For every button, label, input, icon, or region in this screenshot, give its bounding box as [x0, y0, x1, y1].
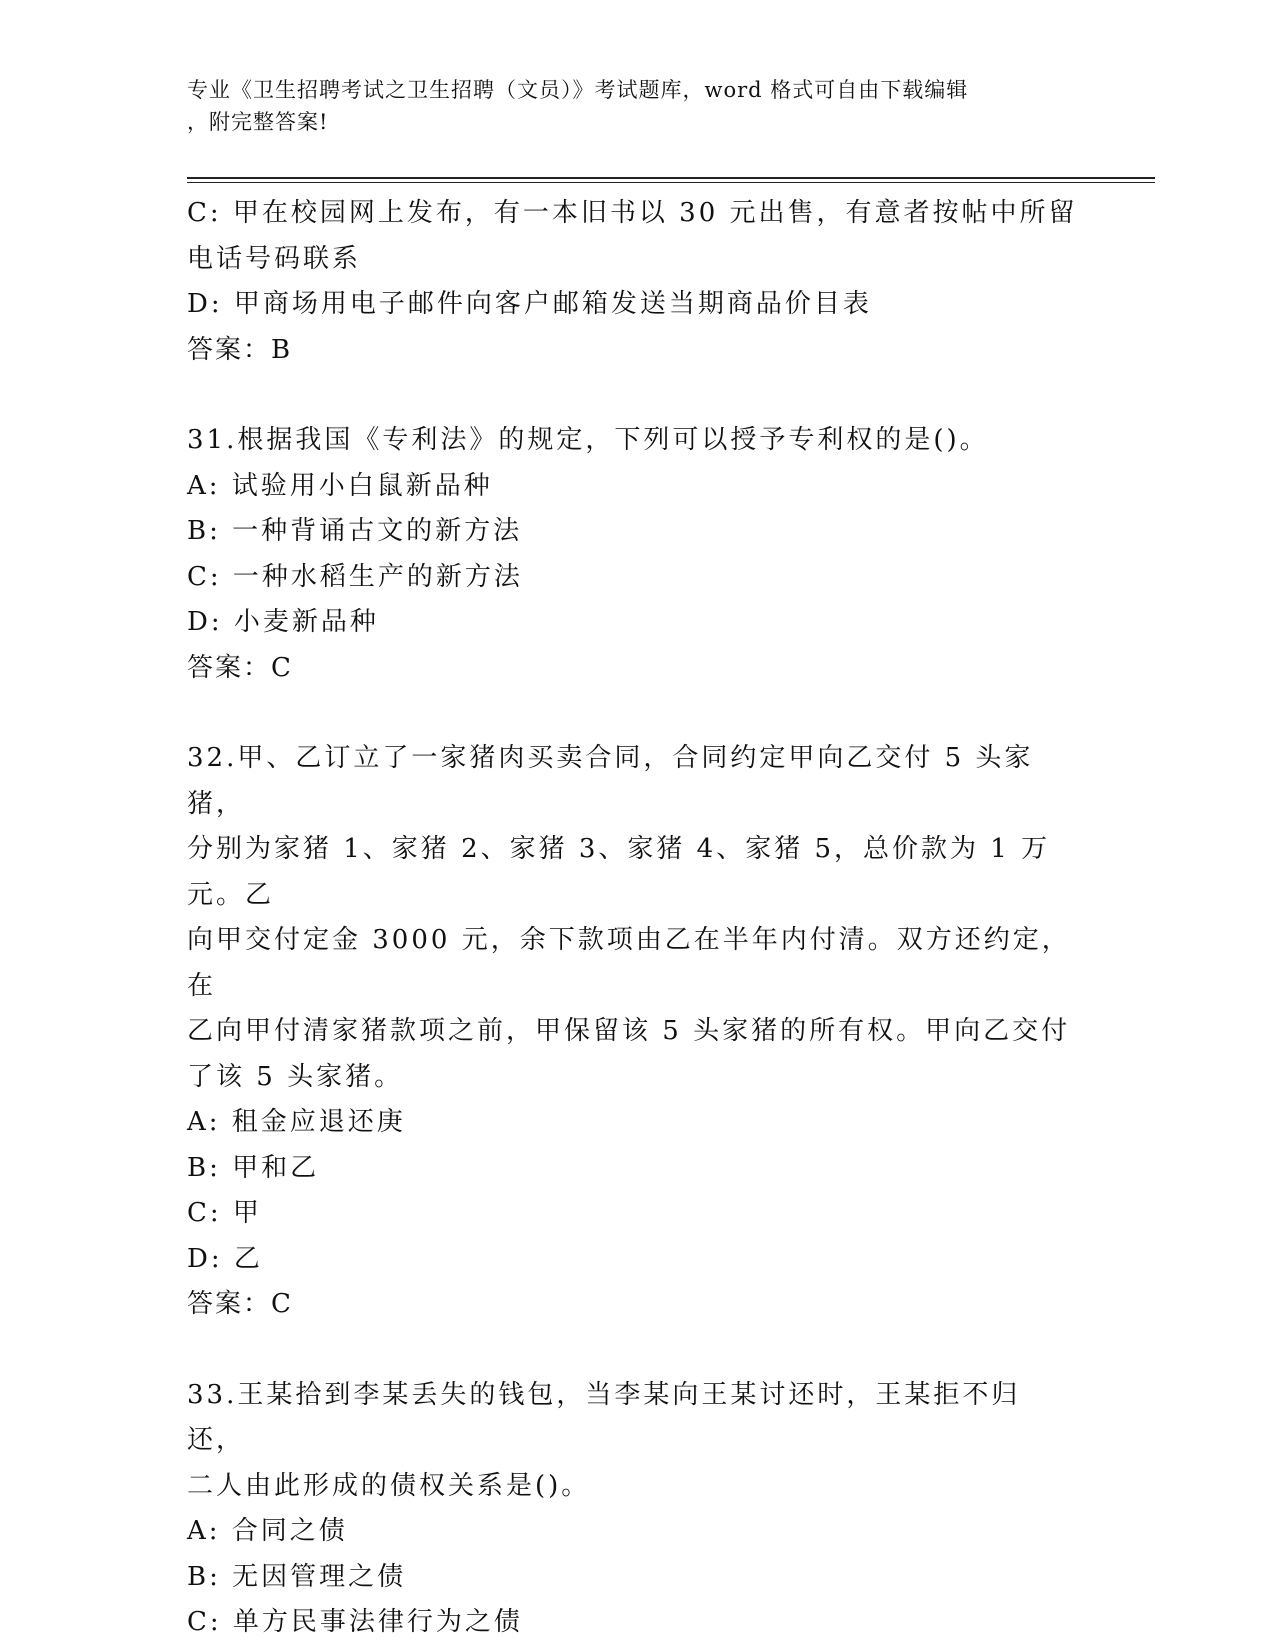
- question-stem-line: 了该 5 头家猪。: [187, 1061, 404, 1092]
- question-stem-line: 33.王某拾到李某丢失的钱包，当李某向王某讨还时，王某拒不归还，: [187, 1379, 1021, 1455]
- option-b: B: 甲和乙: [187, 1152, 320, 1183]
- option-b: B: 一种背诵古文的新方法: [187, 516, 523, 546]
- question-content: [187, 191, 1087, 1646]
- question-31: [187, 418, 1087, 691]
- question-stem-line: 32.甲、乙订立了一家猪肉买卖合同，合同约定甲向乙交付 5 头家猪，: [187, 743, 1034, 819]
- header-line-2: ，附完整答案!: [187, 110, 329, 134]
- question-stem-line: 二人由此形成的债权关系是()。: [187, 1470, 591, 1501]
- option-c: C: 甲在校园网上发布，有一本旧书以 30 元出售，有意者按帖中所留: [187, 198, 1078, 228]
- answer-line: 答案：B: [187, 334, 293, 365]
- question-32: [187, 736, 1087, 1328]
- question-stem: 31.根据我国《专利法》的规定，下列可以授予专利权的是()。: [187, 425, 989, 455]
- option-d: D: 小麦新品种: [187, 607, 379, 637]
- question-33: [187, 1373, 1087, 1646]
- document-header: [187, 74, 1087, 138]
- spacer: [187, 1328, 1087, 1373]
- option-c: C: 单方民事法律行为之债: [187, 1607, 523, 1637]
- option-c: C: 一种水稻生产的新方法: [187, 561, 523, 592]
- question-stem-line: 向甲交付定金 3000 元，余下款项由乙在半年内付清。双方还约定，在: [187, 925, 1071, 1001]
- spacer: [187, 373, 1087, 418]
- header-line-1: 专业《卫生招聘考试之卫生招聘（文员）》考试题库，word 格式可自由下载编辑: [187, 78, 969, 102]
- option-d: D: 乙: [187, 1243, 263, 1274]
- option-a: A: 租金应退还庚: [187, 1107, 406, 1137]
- previous-question-tail: [187, 191, 1087, 373]
- question-stem-line: 乙向甲付清家猪款项之前，甲保留该 5 头家猪的所有权。甲向乙交付: [187, 1016, 1071, 1046]
- answer-line: 答案：C: [187, 1289, 293, 1319]
- option-a: A: 试验用小白鼠新品种: [187, 470, 493, 501]
- answer-line: 答案：C: [187, 652, 293, 683]
- option-c-continued: 电话号码联系: [187, 243, 362, 274]
- spacer: [187, 691, 1087, 736]
- option-a: A: 合同之债: [187, 1516, 348, 1546]
- option-c: C: 甲: [187, 1198, 262, 1228]
- header-divider-thick: [187, 177, 1155, 179]
- header-divider-thin: [187, 182, 1155, 183]
- option-d: D: 甲商场用电子邮件向客户邮箱发送当期商品价目表: [187, 289, 872, 319]
- question-stem-line: 分别为家猪 1、家猪 2、家猪 3、家猪 4、家猪 5，总价款为 1 万元。乙: [187, 834, 1051, 910]
- option-b: B: 无因管理之债: [187, 1561, 407, 1592]
